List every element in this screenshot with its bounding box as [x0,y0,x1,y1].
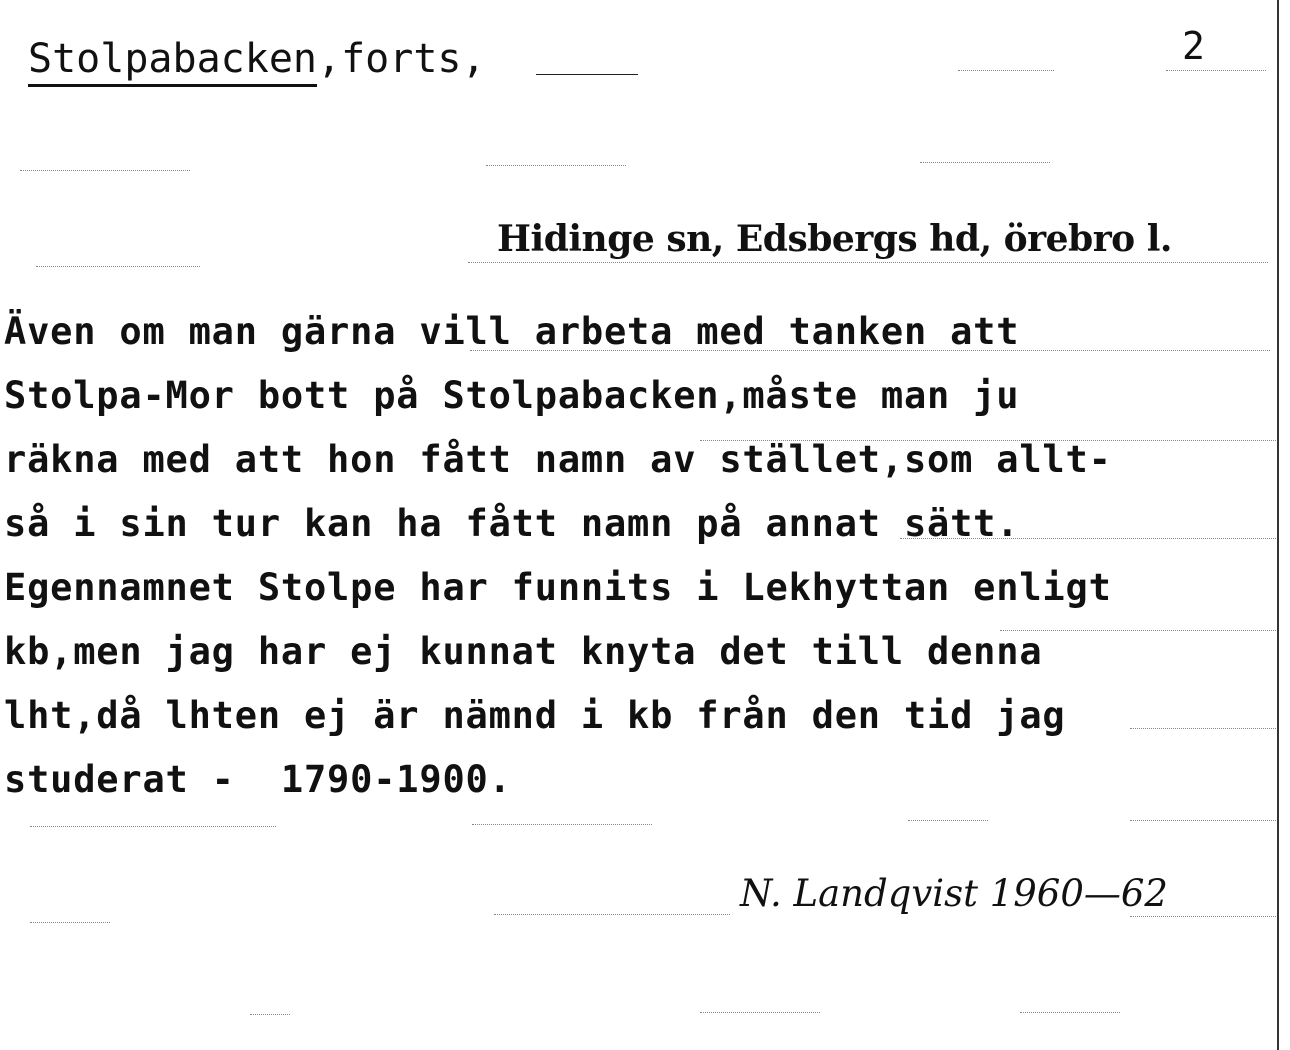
parish-location: Hidinge sn, Edsbergs hd, örebro l. [497,218,1172,260]
ruled-line [1166,70,1266,71]
ruled-line [30,826,276,827]
text-line: så i sin tur kan ha fått namn på annat sätt. [4,502,1020,545]
author-signature: N. Landqvist 1960—62 [740,872,1168,915]
text-line: kb,men jag har ej kunnat knyta det till denna [4,630,1043,673]
ruled-line [1020,1012,1120,1013]
card-heading [28,36,486,87]
ruled-line [494,914,730,915]
ruled-line [472,824,652,825]
ruled-line [36,266,200,267]
heading-suffix: ,forts, [316,36,486,82]
text-line: studerat - 1790-1900. [4,758,512,801]
ruled-line [1130,916,1276,917]
text-line: Egennamnet Stolpe har funnits i Lekhyttan enligt [4,566,1112,609]
ruled-line [250,1014,290,1015]
ruled-line [700,1012,820,1013]
ruled-line [30,922,110,923]
ruled-line [958,70,1054,71]
page-number: 2 [1182,24,1205,68]
text-line: lht,då lhten ej är nämnd i kb från den tid jag [4,694,1066,737]
ruled-line [1130,820,1276,821]
text-line: Stolpa-Mor bott på Stolpabacken,måste man ju [4,374,1020,417]
text-line: räkna med att hon fått namn av stället,som allt- [4,438,1112,481]
ruled-line [486,165,626,166]
ruled-line [468,262,1268,263]
card-right-edge [1277,0,1279,1050]
ruled-line [920,162,1050,163]
text-line: Även om man gärna vill arbeta med tanken att [4,310,1020,353]
ruled-line [536,74,638,75]
place-name-title: Stolpabacken [28,38,317,87]
ruled-line [1130,728,1276,729]
ruled-line [20,170,190,171]
typed-note-body [4,300,1112,812]
ruled-line [908,820,988,821]
